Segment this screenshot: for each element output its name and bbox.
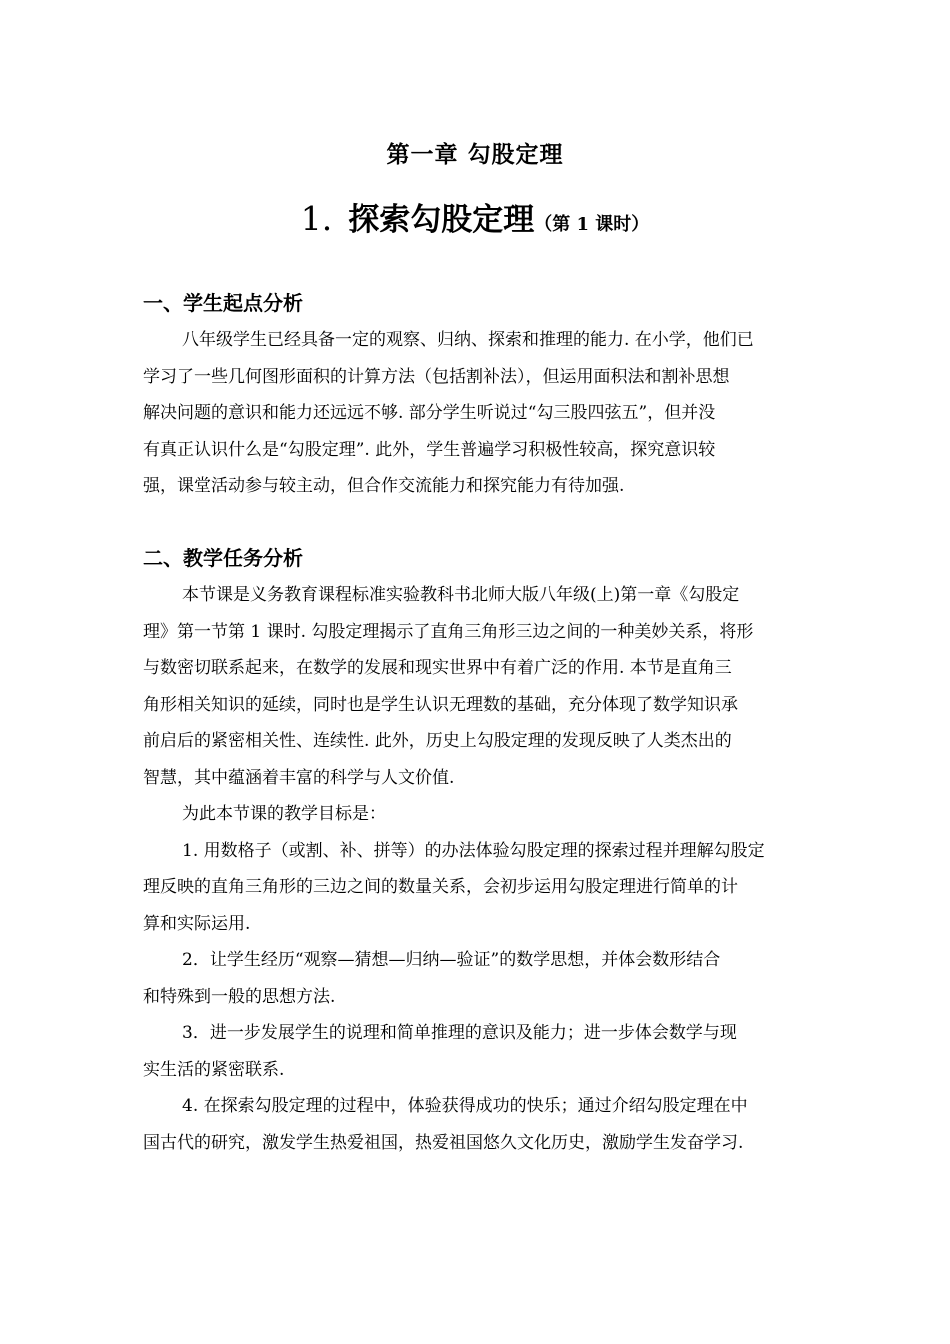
paragraph-student-analysis [143, 322, 808, 505]
goal-2-line: 和特殊到一般的思想方法. [143, 986, 336, 1007]
goals-intro-line: 为此本节课的教学目标是： [182, 804, 386, 824]
paragraph-line: 八年级学生已经具备一定的观察、归纳、探索和推理的能力. 在小学，他们已 [182, 330, 754, 350]
section-title [0, 194, 950, 239]
goal-4-line: 4. 在探索勾股定理的过程中，体验获得成功的快乐；通过介绍勾股定理在中 [182, 1096, 748, 1116]
paragraph-line: 学习了一些几何图形面积的计算方法（包括割补法），但运用面积法和割补思想 [143, 366, 730, 387]
goal-4-line: 国古代的研究，激发学生热爱祖国，热爱祖国悠久文化历史，激励学生发奋学习. [143, 1132, 744, 1153]
paragraph-line: 解决问题的意识和能力还远远不够. 部分学生听说过“勾三股四弦五”，但并没 [143, 403, 716, 423]
paragraph-line: 与数密切联系起来，在数学的发展和现实世界中有着广泛的作用. 本节是直角三 [143, 658, 732, 678]
paragraph-task-analysis [143, 577, 808, 1161]
goal-1-line: 理反映的直角三角形的三边之间的数量关系，会初步运用勾股定理进行简单的计 [143, 877, 738, 897]
paragraph-line: 强，课堂活动参与较主动，但合作交流能力和探究能力有待加强. [143, 476, 625, 496]
heading-task-analysis: 二、教学任务分析 [143, 546, 303, 570]
paragraph-line: 前启后的紧密相关性、连续性. 此外，历史上勾股定理的发现反映了人类杰出的 [143, 731, 732, 751]
section-subtitle: （第 1 课时） [534, 214, 650, 235]
heading-student-analysis: 一、学生起点分析 [143, 291, 303, 315]
goal-1-line: 1. 用数格子（或割、补、拼等）的办法体验勾股定理的探索过程并理解勾股定 [182, 840, 765, 861]
chapter-title: 第一章 勾股定理 [386, 141, 564, 168]
section-main-title: 探索勾股定理 [348, 202, 535, 238]
paragraph-line: 理》第一节第 1 课时. 勾股定理揭示了直角三角形三边之间的一种美妙关系，将形 [143, 621, 754, 642]
goal-3-line: 实生活的紧密联系. [143, 1059, 285, 1080]
paragraph-line: 智慧，其中蕴涵着丰富的科学与人文价值. [143, 767, 455, 788]
goal-3-line: 3．进一步发展学生的说理和简单推理的意识及能力；进一步体会数学与现 [182, 1023, 737, 1043]
paragraph-line: 角形相关知识的延续，同时也是学生认识无理数的基础，充分体现了数学知识承 [143, 694, 738, 715]
goal-2-line: 2．让学生经历“观察—猜想—归纳—验证”的数学思想，并体会数形结合 [182, 950, 721, 970]
section-number: 1. [300, 199, 333, 238]
goal-1-line: 算和实际运用. [143, 913, 251, 934]
paragraph-line: 有真正认识什么是“勾股定理”. 此外，学生普遍学习积极性较高，探究意识较 [143, 439, 716, 460]
paragraph-line: 本节课是义务教育课程标准实验教科书北师大版八年级(上)第一章《勾股定 [182, 585, 740, 605]
